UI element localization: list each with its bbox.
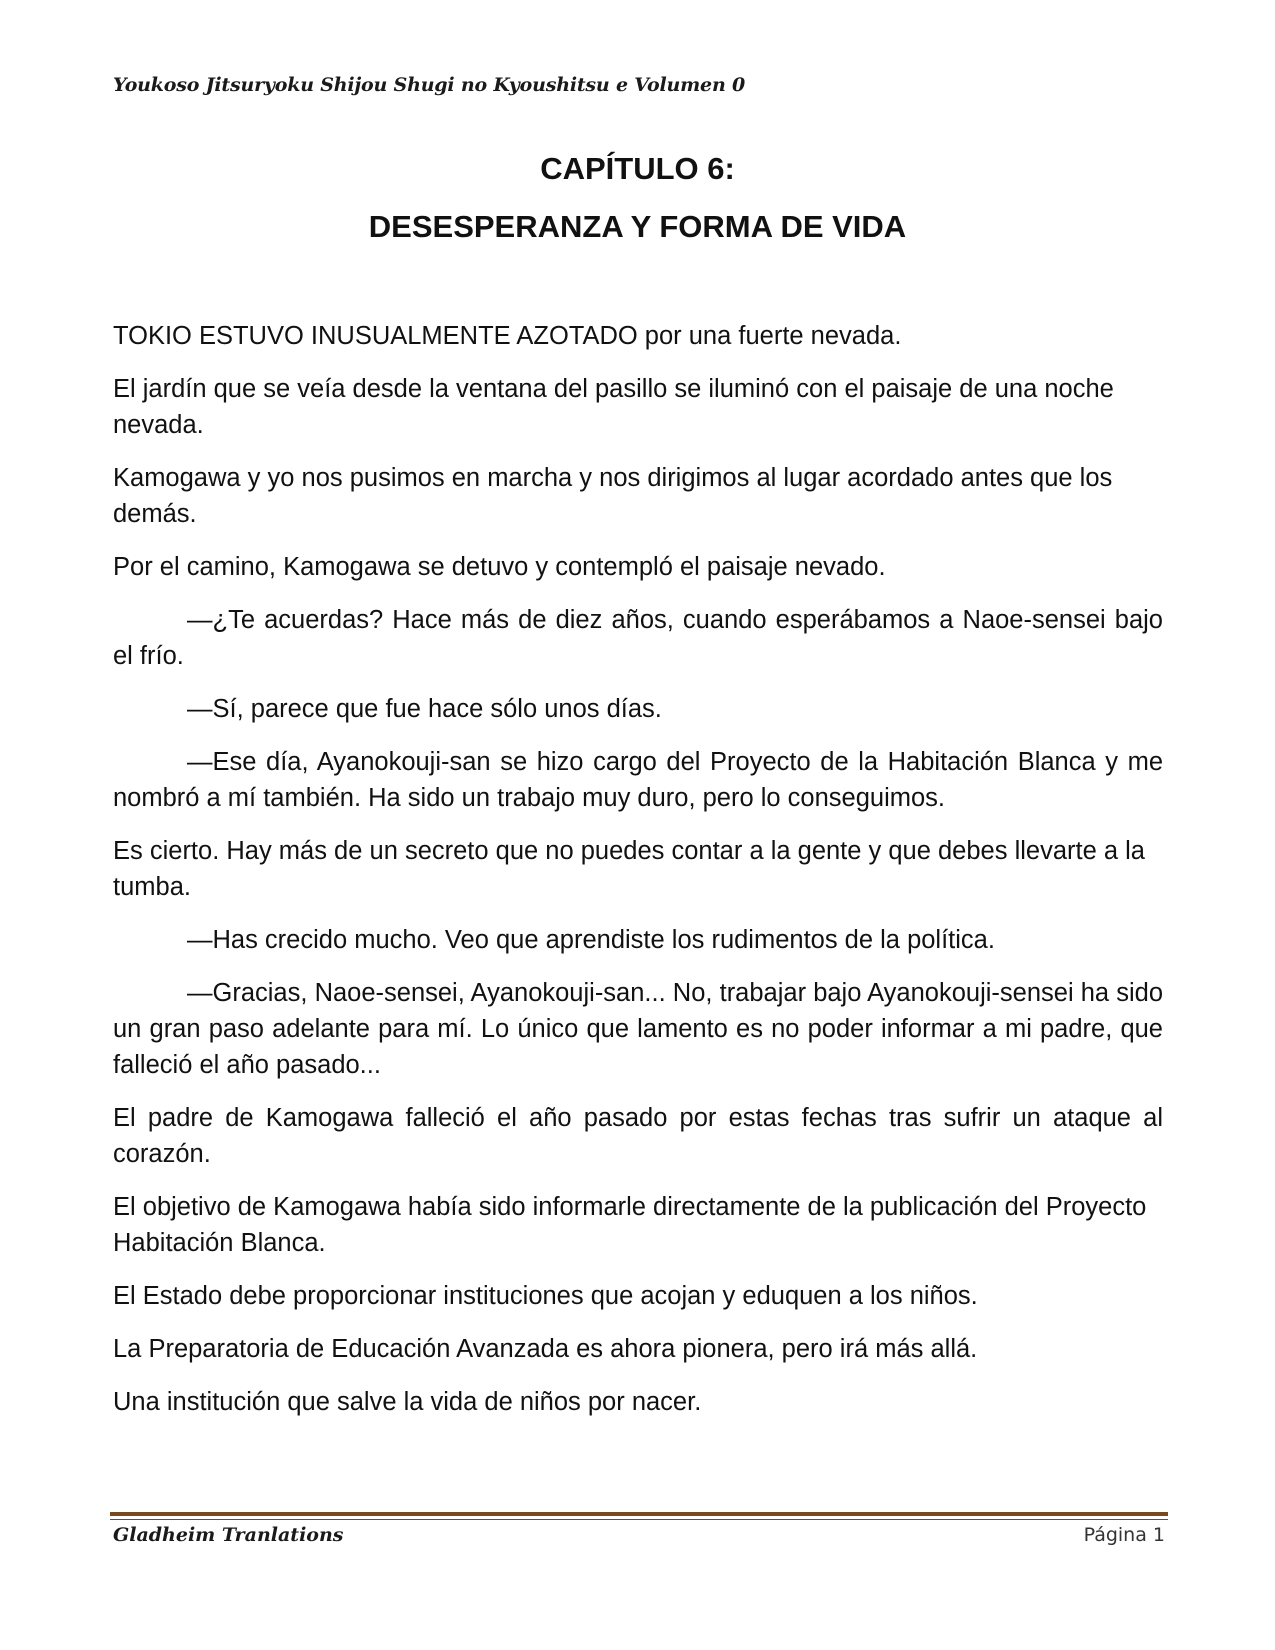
dialog-paragraph: —Has crecido mucho. Veo que aprendiste los rudimentos de la política. [187,926,995,954]
chapter-title: DESESPERANZA Y FORMA DE VIDA [368,209,907,244]
chapter-number: CAPÍTULO 6: [540,151,735,186]
dialog-paragraph: —Gracias, Naoe-sensei, Ayanokouji-san... No, trabajar bajo Ayanokouji-sensei ha sido un gran paso adelante para mí. Lo único que lamento es no poder informar a mi padre, que falleció el año pasado... [113,979,1163,1079]
running-header: Youkoso Jitsuryoku Shijou Shugi no Kyoushitsu e Volumen 0 [113,74,745,96]
paragraph: El padre de Kamogawa falleció el año pasado por estas fechas tras sufrir un ataque al corazón. [113,1104,1163,1168]
paragraph: La Preparatoria de Educación Avanzada es ahora pionera, pero irá más allá. [113,1335,978,1363]
paragraph: El jardín que se veía desde la ventana del pasillo se iluminó con el paisaje de una noche nevada. [113,375,1114,439]
page-number: Página 1 [1083,1524,1165,1546]
paragraph: El objetivo de Kamogawa había sido informarle directamente de la publicación del Proyecto Habitación Blanca. [113,1193,1147,1257]
dialog-paragraph: —Sí, parece que fue hace sólo unos días. [187,695,662,723]
footer-translator: Gladheim Tranlations [113,1524,344,1546]
paragraph: TOKIO ESTUVO INUSUALMENTE AZOTADO por una fuerte nevada. [113,322,902,350]
dialog-paragraph: —Ese día, Ayanokouji-san se hizo cargo del Proyecto de la Habitación Blanca y me nombró a mí también. Ha sido un trabajo muy duro, pero lo conseguimos. [113,748,1163,812]
paragraph: Por el camino, Kamogawa se detuvo y contempló el paisaje nevado. [113,553,886,581]
footer-divider-thin [110,1519,1168,1520]
paragraph: Es cierto. Hay más de un secreto que no puedes contar a la gente y que debes llevarte a la tumba. [113,837,1145,901]
dialog-paragraph: —¿Te acuerdas? Hace más de diez años, cuando esperábamos a Naoe-sensei bajo el frío. [113,606,1163,670]
body-text [113,318,1163,1437]
paragraph: Kamogawa y yo nos pusimos en marcha y nos dirigimos al lugar acordado antes que los demás. [113,464,1113,528]
footer-divider [110,1512,1168,1516]
paragraph: Una institución que salve la vida de niños por nacer. [113,1388,702,1416]
paragraph: El Estado debe proporcionar instituciones que acojan y eduquen a los niños. [113,1282,978,1310]
